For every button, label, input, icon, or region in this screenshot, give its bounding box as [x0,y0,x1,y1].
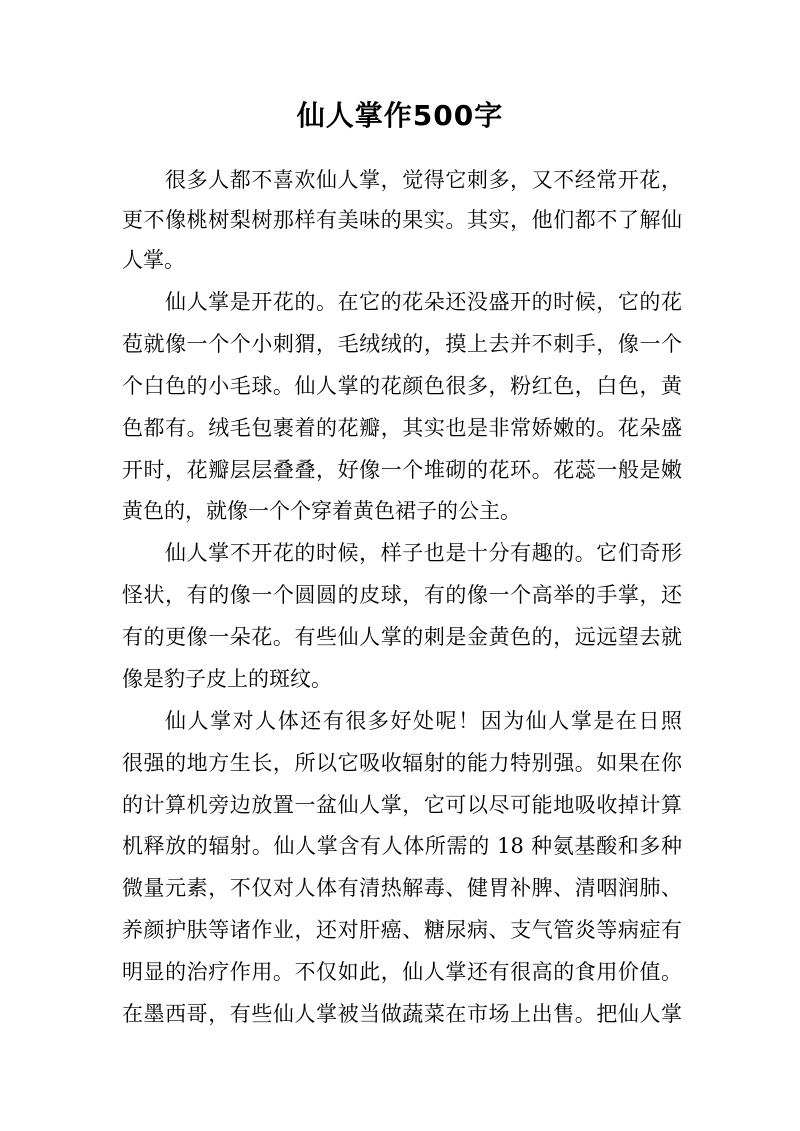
paragraph-3-line-1: 仙人掌不开花的时候，样子也是十分有趣的。它们奇形 [165,541,682,565]
paragraph-4-line-1: 仙人掌对人体还有很多好处呢！因为仙人掌是在日照 [165,709,682,733]
paragraph-4-line-7: 明显的治疗作用。不仅如此，仙人掌还有很高的食用价值。 [122,960,682,984]
paragraph-2-line-4: 色都有。绒毛包裹着的花瓣，其实也是非常娇嫩的。花朵盛 [122,416,682,440]
paragraph-1-line-1: 很多人都不喜欢仙人掌，觉得它刺多，又不经常开花， [165,168,682,192]
paragraph-4-line-6: 养颜护肤等诸作业，还对肝癌、糖尿病、支气管炎等病症有 [122,918,682,942]
paragraph-4-line-3: 的计算机旁边放置一盆仙人掌，它可以尽可能地吸收掉计算 [122,793,682,817]
paragraph-4-line-5: 微量元素，不仅对人体有清热解毒、健胃补脾、清咽润肺、 [122,876,682,900]
paragraph-2-line-6: 黄色的，就像一个个穿着黄色裙子的公主。 [122,499,521,523]
paragraph-2-line-2: 苞就像一个个小刺猬，毛绒绒的，摸上去并不刺手，像一个 [122,332,682,356]
paragraph-4-line-2: 很强的地方生长，所以它吸收辐射的能力特别强。如果在你 [122,751,682,775]
paragraph-2-line-1: 仙人掌是开花的。在它的花朵还没盛开的时候，它的花 [165,290,682,314]
paragraph-2-line-3: 个白色的小毛球。仙人掌的花颜色很多，粉红色，白色，黄 [122,374,682,398]
paragraph-2-line-5: 开时，花瓣层层叠叠，好像一个堆砌的花环。花蕊一般是嫩 [122,458,682,482]
paragraph-1-line-2: 更不像桃树梨树那样有美味的果实。其实，他们都不了解仙 [122,208,682,232]
paragraph-3-line-2: 怪状，有的像一个圆圆的皮球，有的像一个高举的手掌，还 [122,583,682,607]
paragraph-4-line-8: 在墨西哥，有些仙人掌被当做蔬菜在市场上出售。把仙人掌 [122,1002,682,1026]
paragraph-3-line-4: 像是豹子皮上的斑纹。 [122,667,332,691]
paragraph-4-line-4: 机释放的辐射。仙人掌含有人体所需的 18 种氨基酸和多种 [122,834,682,858]
paragraph-1-line-3: 人掌。 [122,248,185,272]
paragraph-3-line-3: 有的更像一朵花。有些仙人掌的刺是金黄色的，远远望去就 [122,625,682,649]
document-title: 仙人掌作500字 [296,99,504,132]
